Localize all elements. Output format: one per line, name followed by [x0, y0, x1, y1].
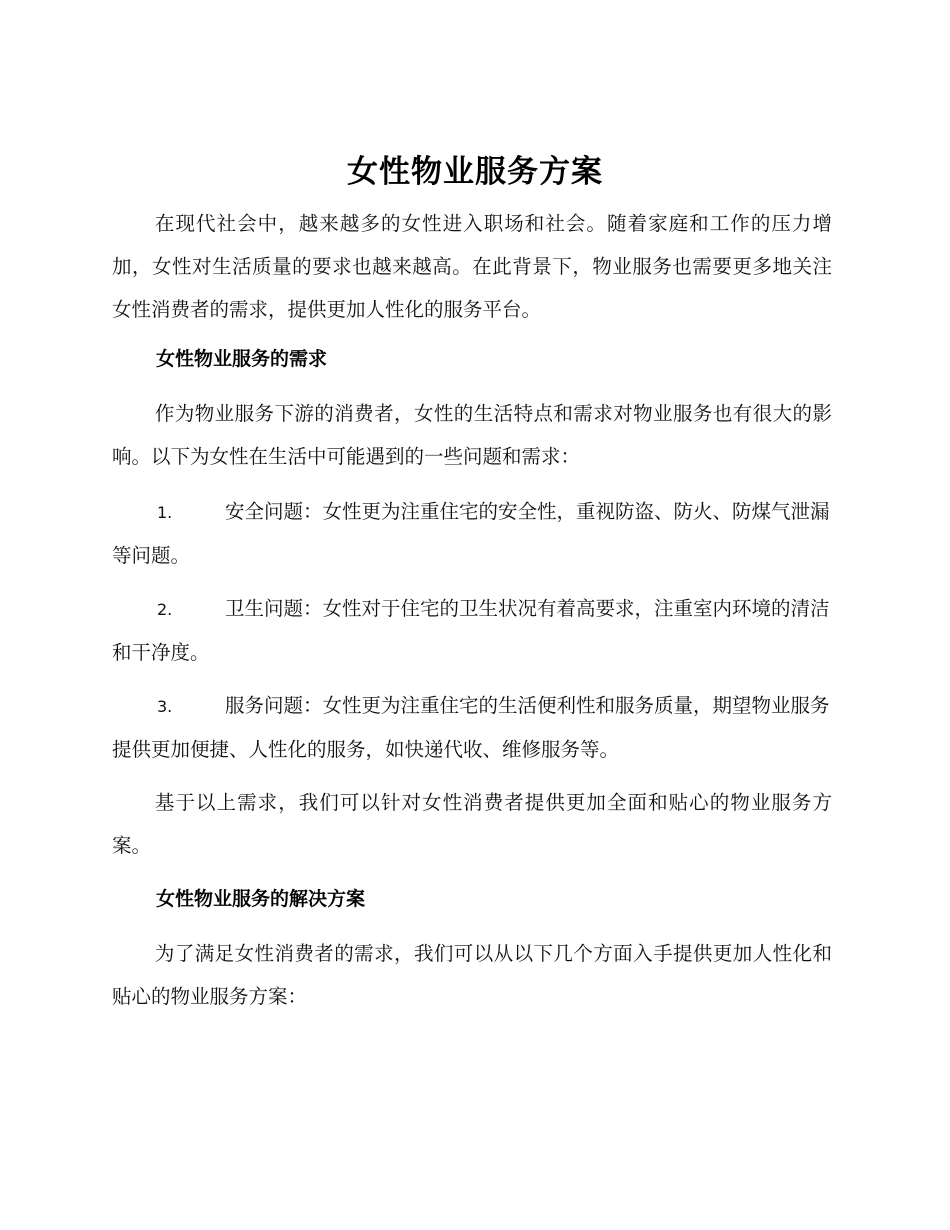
section-heading-solutions: 女性物业服务的解决方案 — [156, 888, 366, 910]
solutions-intro-paragraph: 为了满足女性消费者的需求，我们可以从以下几个方面入手提供更加人性化和贴心的物业服务方案： — [112, 942, 832, 1008]
list-item-text: 卫生问题：女性对于住宅的卫生状况有着高要求，注重室内环境的清洁和干净度。 — [112, 597, 830, 664]
list-number: 1. — [157, 503, 173, 522]
section-heading-needs: 女性物业服务的需求 — [156, 348, 328, 370]
list-item-service — [112, 684, 832, 771]
document-title: 女性物业服务方案 — [347, 154, 603, 190]
list-number: 2. — [157, 600, 173, 619]
list-item-hygiene — [112, 587, 832, 674]
needs-conclusion-paragraph: 基于以上需求，我们可以针对女性消费者提供更加全面和贴心的物业服务方案。 — [112, 791, 832, 857]
list-item-text: 安全问题：女性更为注重住宅的安全性，重视防盗、防火、防煤气泄漏等问题。 — [112, 500, 830, 567]
list-number: 3. — [157, 697, 173, 716]
list-item-text: 服务问题：女性更为注重住宅的生活便利性和服务质量，期望物业服务提供更加便捷、人性化的服务，如快递代收、维修服务等。 — [112, 694, 830, 761]
intro-paragraph: 在现代社会中，越来越多的女性进入职场和社会。随着家庭和工作的压力增加，女性对生活质量的要求也越来越高。在此背景下，物业服务也需要更多地关注女性消费者的需求，提供更加人性化的服务平台。 — [112, 212, 832, 321]
needs-intro-paragraph: 作为物业服务下游的消费者，女性的生活特点和需求对物业服务也有很大的影响。以下为女性在生活中可能遇到的一些问题和需求： — [112, 402, 832, 468]
list-item-safety — [112, 490, 832, 577]
